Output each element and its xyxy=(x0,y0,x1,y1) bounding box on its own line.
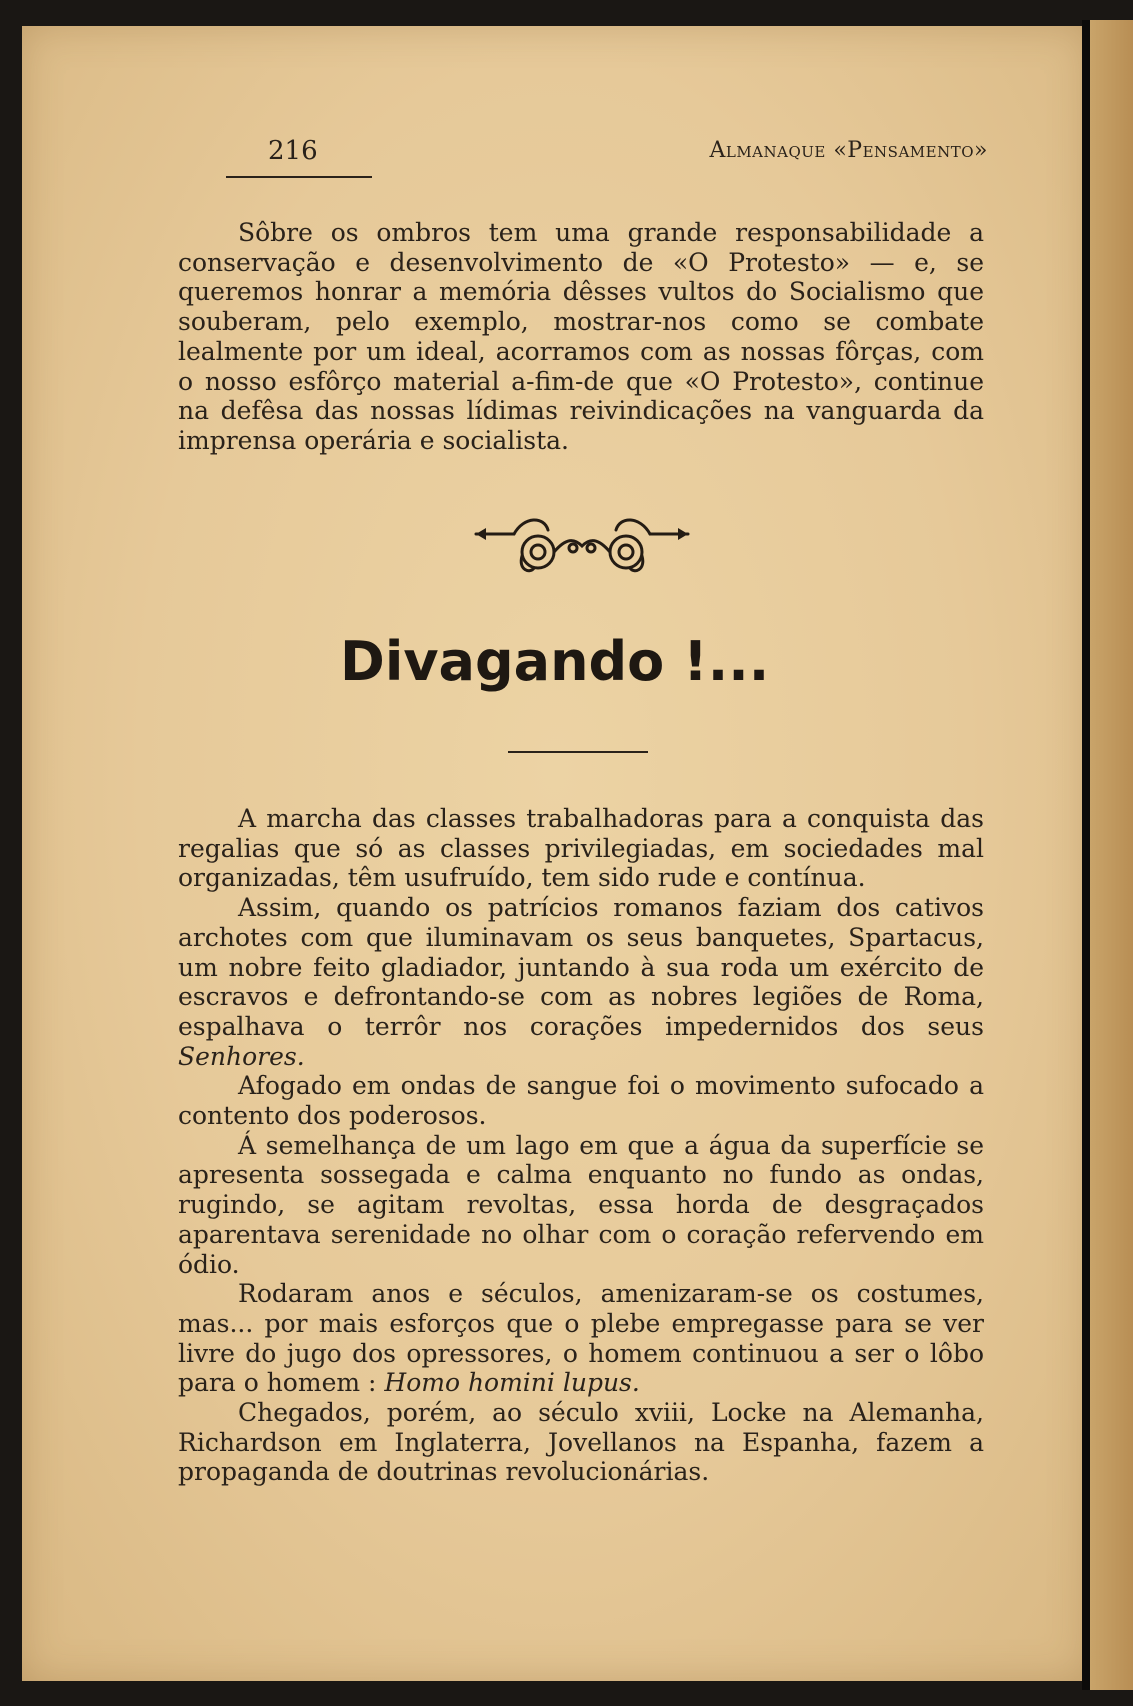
paragraph-text: A marcha das classes trabalhadoras para a conquista das regalias que só as classes privilegiadas, em sociedades mal organizadas, têm usufruído, tem sido rude e contínua. xyxy=(178,804,984,893)
paragraph-text: Afogado em ondas de sangue foi o movimento sufocado a contento dos poderosos. xyxy=(178,1071,984,1131)
decorative-scroll-ornament-icon xyxy=(474,512,690,578)
article-body xyxy=(178,804,984,1487)
paragraph-text: Rodaram anos e séculos, amenizaram-se os costumes, mas... por mais esforços que o plebe empregasse para se ver livre do jugo dos opressores, o homem continuou a ser o lôbo para o homem : xyxy=(178,1279,984,1398)
book-gutter xyxy=(1082,20,1090,1690)
page-number: 216 xyxy=(268,136,318,166)
article-paragraph xyxy=(178,893,984,1071)
article-paragraph xyxy=(178,1131,984,1280)
running-title: Almanaque «Pensamento» xyxy=(709,138,988,163)
intro-paragraph: Sôbre os ombros tem uma grande responsabilidade a conservação e desenvolvimento de «O Protesto» — e, se queremos honrar a memória dêsses vultos do Socialismo que souberam, pelo exemplo, mostrar-nos como se combate lealmente por um ideal, acorramos com as nossas fôrças, com o nosso esfôrço material a-fim-de que «O Protesto», continue na defêsa das nossas lídimas reivindicações na vanguarda da imprensa operária e socialista. xyxy=(178,218,984,455)
article-paragraph xyxy=(178,1279,984,1398)
paragraph-emphasis: Senhores. xyxy=(178,1041,305,1071)
article-paragraph xyxy=(178,1071,984,1130)
article-paragraph xyxy=(178,1398,984,1487)
paragraph-text: Á semelhança de um lago em que a água da superfície se apresenta sossegada e calma enquanto no fundo as ondas, rugindo, se agitam revoltas, essa horda de desgraçados aparentava serenidade no olhar com o coração refervendo em ódio. xyxy=(178,1130,984,1279)
paragraph-text: Assim, quando os patrícios romanos faziam dos cativos archotes com que iluminavam os seus banquetes, Spartacus, um nobre feito gladiador, juntando à sua roda um exército de escravos e defrontando-se com as nobres legiões de Roma, espalhava o terrôr nos corações impedernidos dos seus xyxy=(178,893,984,1041)
page-header xyxy=(268,136,988,170)
intro-paragraph-block xyxy=(178,218,984,456)
article-title: Divagando !... xyxy=(340,630,770,693)
header-rule xyxy=(226,176,372,178)
adjacent-page-edge xyxy=(1090,20,1133,1690)
title-rule xyxy=(508,751,648,753)
paragraph-emphasis: Homo homini lupus. xyxy=(384,1368,640,1398)
article-paragraph xyxy=(178,804,984,893)
paragraph-text: Chegados, porém, ao século xviii, Locke na Alemanha, Richardson em Inglaterra, Jovellanos na Espanha, fazem a propaganda de doutrinas revolucionárias. xyxy=(178,1398,984,1487)
